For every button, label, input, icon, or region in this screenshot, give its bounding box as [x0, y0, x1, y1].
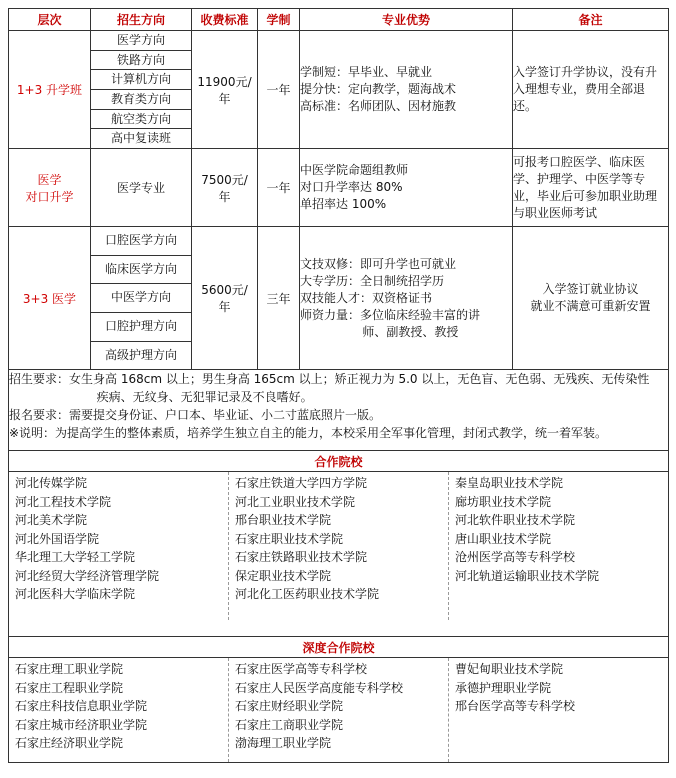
school-item: 保定职业技术学院 [235, 568, 332, 583]
school-item: 邢台医学高等专科学校 [455, 699, 576, 714]
partner-row [9, 472, 669, 637]
note-line: 入学签订就业协议 [542, 282, 639, 297]
header-direction: 招生方向 [91, 9, 192, 31]
deep-col-1 [9, 658, 229, 762]
advantage-cell [300, 31, 513, 149]
advantage-item: 提分快：定向教学，题海战术 [300, 82, 457, 97]
school-item: 承德护理职业学院 [455, 680, 552, 695]
advantage-item: 文技双修：即可升学也可就业 [300, 256, 457, 271]
years-cell: 三年 [258, 227, 300, 370]
advantage-cell [300, 227, 513, 370]
fee-unit: 年 [218, 189, 231, 204]
table-row [9, 149, 669, 227]
partner-title: 合作院校 [9, 451, 669, 472]
direction-item: 航空类方向 [91, 110, 191, 130]
school-item: 河北化工医药职业技术学院 [235, 587, 380, 602]
school-item: 秦皇岛职业技术学院 [455, 476, 564, 491]
deep-title: 深度合作院校 [9, 637, 669, 658]
school-item: 石家庄城市经济职业学院 [15, 717, 148, 732]
deep-schools [9, 658, 668, 762]
years-cell: 一年 [258, 149, 300, 227]
direction-item: 口腔护理方向 [91, 313, 191, 342]
partner-col-1 [9, 472, 229, 620]
school-item: 河北工程技术学院 [15, 494, 112, 509]
partner-col-3 [449, 472, 668, 620]
school-item: 石家庄医学高等专科学校 [235, 662, 368, 677]
advantage-item: 大专学历：全日制统招学历 [300, 273, 445, 288]
school-item: 石家庄理工职业学院 [15, 662, 124, 677]
fee-amount: 5600元/ [201, 283, 248, 298]
header-fee: 收费标准 [192, 9, 258, 31]
direction-item: 高中复读班 [110, 131, 171, 146]
admission-document [8, 8, 668, 763]
note-cell: 可报考口腔医学、临床医学、护理学、中医学等专业，毕业后可参加职业助理与职业医师考试 [513, 149, 669, 227]
requirements-row [9, 370, 669, 451]
direction-item: 计算机方向 [91, 70, 191, 90]
school-item: 渤海理工职业学院 [235, 736, 332, 751]
direction-item: 口腔医学方向 [91, 227, 191, 256]
school-item: 石家庄工程职业学院 [15, 680, 124, 695]
table-header-row [9, 9, 669, 31]
deep-title-row [9, 637, 669, 658]
deep-col-2 [229, 658, 449, 762]
requirement-body: 招生要求：女生身高 168cm 以上；男生身高 165cm 以上；矫正视力为 5.0 以上，无色盲、无色弱、无残疾、无传染性 [9, 372, 650, 387]
school-item: 沧州医学高等专科学校 [455, 550, 576, 565]
header-advantage: 专业优势 [300, 9, 513, 31]
note-cell: 入学签订升学协议，没有升入理想专业，费用全部退还。 [513, 31, 669, 149]
school-item: 华北理工大学轻工学院 [15, 550, 136, 565]
note-cell [513, 227, 669, 370]
header-note: 备注 [513, 9, 669, 31]
school-item: 石家庄财经职业学院 [235, 699, 344, 714]
school-item: 石家庄经济职业学院 [15, 736, 124, 751]
school-item: 邢台职业技术学院 [235, 513, 332, 528]
deep-row [9, 658, 669, 763]
advantage-item: 中医学院命题组教师 [300, 163, 409, 178]
deep-col-3 [449, 658, 668, 762]
program-table [8, 8, 669, 763]
fee-unit: 年 [218, 91, 231, 106]
program-level-line: 对口升学 [25, 189, 74, 204]
program-level-line: 医学 [37, 172, 62, 187]
school-item: 石家庄工商职业学院 [235, 717, 344, 732]
school-item: 廊坊职业技术学院 [455, 494, 552, 509]
advantage-item: 学制短：早毕业、早就业 [300, 65, 433, 80]
school-item: 石家庄职业技术学院 [235, 531, 344, 546]
fee-amount: 11900元/ [197, 74, 252, 89]
direction-list [91, 31, 192, 149]
school-item: 石家庄科技信息职业学院 [15, 699, 148, 714]
school-item: 河北轨道运输职业技术学院 [455, 568, 600, 583]
partner-title-row [9, 451, 669, 472]
advantage-cell [300, 149, 513, 227]
requirement-note: ※说明：为提高学生的整体素质，培养学生独立自主的能力，本校采用全军事化管理，封闭式教学，统一着军装。 [9, 426, 608, 441]
advantage-item: 高标准：名师团队、因材施教 [300, 99, 457, 114]
school-item: 河北工业职业技术学院 [235, 494, 356, 509]
partner-schools [9, 472, 668, 620]
requirements-cell [9, 370, 669, 451]
header-years: 学制 [258, 9, 300, 31]
school-item: 河北外国语学院 [15, 531, 100, 546]
partner-col-2 [229, 472, 449, 620]
partner-cell [9, 472, 669, 637]
school-item: 河北传媒学院 [15, 476, 88, 491]
direction-item: 教育类方向 [91, 90, 191, 110]
program-level: 3+3 医学 [9, 227, 91, 370]
advantage-item-continued: 师、副教授、教授 [362, 324, 459, 339]
table-row [9, 31, 669, 149]
fee-cell [192, 227, 258, 370]
requirement-registration: 报名要求：需要提交身份证、户口本、毕业证、小二寸蓝底照片一版。 [9, 408, 382, 423]
advantage-item: 师资力量：多位临床经验丰富的讲 [300, 307, 481, 322]
school-item: 河北美术学院 [15, 513, 88, 528]
direction-item: 临床医学方向 [91, 256, 191, 285]
school-item: 石家庄人民医学高度能专科学校 [235, 680, 404, 695]
school-item: 河北医科大学临床学院 [15, 587, 136, 602]
header-level: 层次 [9, 9, 91, 31]
fee-unit: 年 [218, 300, 231, 315]
advantage-item: 单招率达 100% [300, 197, 387, 212]
school-item: 石家庄铁路职业技术学院 [235, 550, 368, 565]
deep-cell [9, 658, 669, 763]
direction-item: 医学方向 [91, 31, 191, 51]
school-item: 石家庄铁道大学四方学院 [235, 476, 368, 491]
direction-list [91, 227, 192, 370]
fee-cell [192, 149, 258, 227]
direction-item: 铁路方向 [91, 51, 191, 71]
direction-item: 中医学方向 [91, 284, 191, 313]
school-item: 河北软件职业技术学院 [455, 513, 576, 528]
requirement-body-continued: 疾病、无纹身、无犯罪记录及不良嗜好。 [96, 390, 313, 405]
direction-item: 高级护理方向 [104, 347, 177, 362]
advantage-item: 双技能人才：双资格证书 [300, 290, 433, 305]
fee-amount: 7500元/ [201, 172, 248, 187]
note-line: 就业不满意可重新安置 [530, 299, 651, 314]
program-level [9, 149, 91, 227]
program-level: 1+3 升学班 [9, 31, 91, 149]
school-item: 曹妃甸职业技术学院 [455, 662, 564, 677]
fee-cell [192, 31, 258, 149]
years-cell: 一年 [258, 31, 300, 149]
table-row [9, 227, 669, 370]
direction-item: 医学专业 [91, 149, 192, 227]
advantage-item: 对口升学率达 80% [300, 180, 403, 195]
school-item: 唐山职业技术学院 [455, 531, 552, 546]
school-item: 河北经贸大学经济管理学院 [15, 568, 160, 583]
spacer [9, 620, 668, 636]
